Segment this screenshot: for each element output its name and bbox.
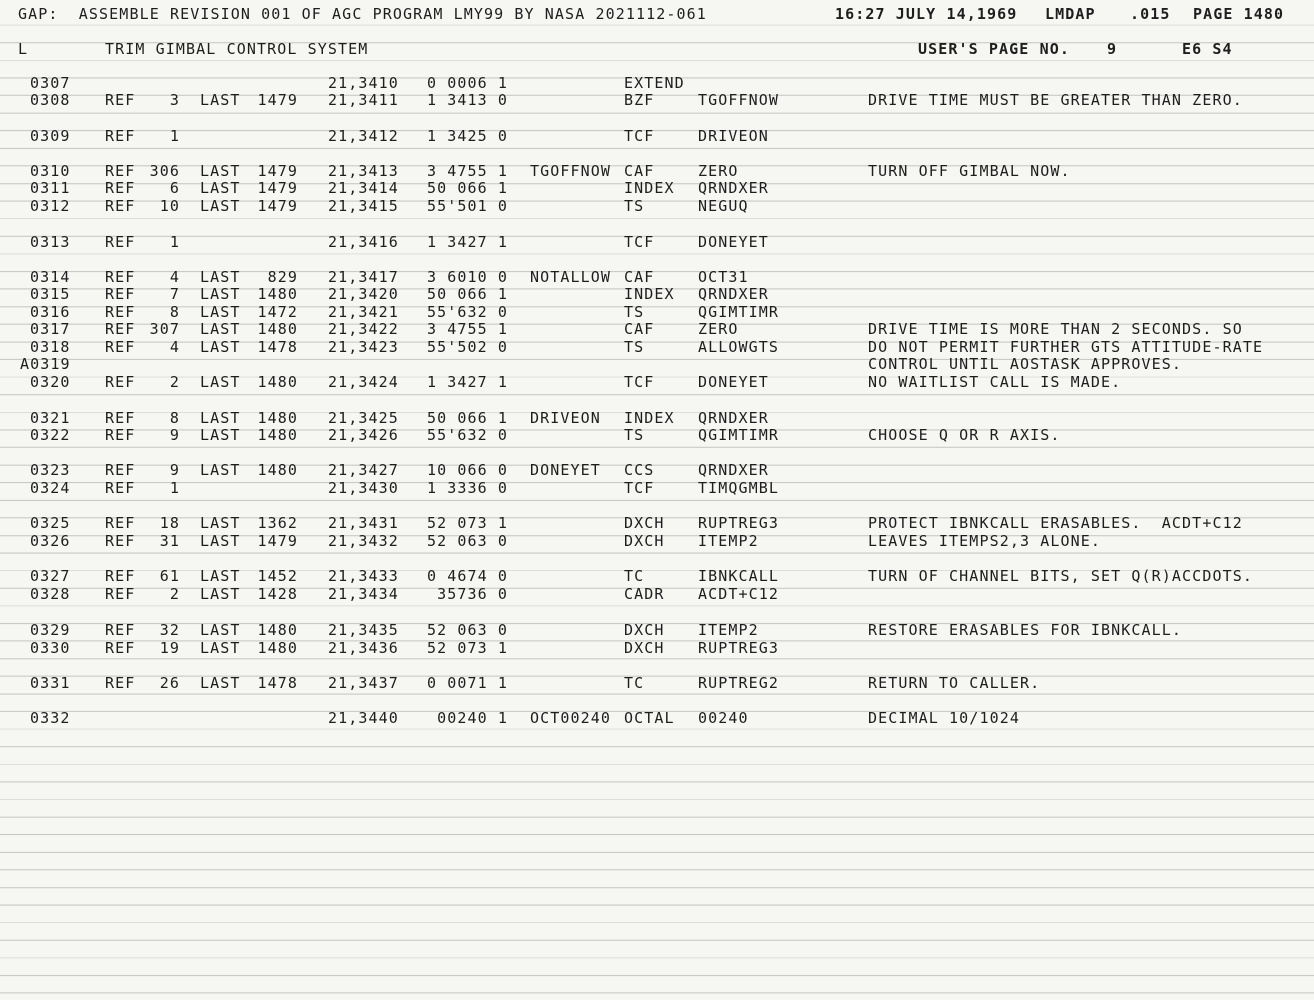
ref-count: 9 xyxy=(169,461,180,479)
octal-word: 0 0006 1 xyxy=(426,74,508,92)
ref-keyword: REF xyxy=(105,233,136,251)
last-page: 1480 xyxy=(257,409,298,427)
address: 21,3425 xyxy=(328,409,399,427)
last-keyword: LAST xyxy=(200,91,241,109)
ref-keyword: REF xyxy=(105,621,136,639)
address: 21,3436 xyxy=(328,639,399,657)
comment: NO WAITLIST CALL IS MADE. xyxy=(868,373,1122,391)
line-number: 0307 xyxy=(30,74,71,92)
operand: NEGUQ xyxy=(698,197,749,215)
opcode: EXTEND xyxy=(624,74,685,92)
operand: QGIMTIMR xyxy=(698,303,780,321)
operand: OCT31 xyxy=(698,268,749,286)
opcode: TS xyxy=(624,303,645,321)
operand: IBNKCALL xyxy=(698,567,780,585)
users-page-label: USER'S PAGE NO. xyxy=(918,40,1070,58)
octal-word: 55'632 0 xyxy=(426,426,508,444)
label: OCT00240 xyxy=(530,709,612,727)
ref-keyword: REF xyxy=(105,179,136,197)
last-keyword: LAST xyxy=(200,373,241,391)
ref-count: 19 xyxy=(159,639,180,657)
address: 21,3412 xyxy=(328,127,399,145)
address: 21,3420 xyxy=(328,285,399,303)
last-keyword: LAST xyxy=(200,639,241,657)
ref-keyword: REF xyxy=(105,479,136,497)
line-number: 0312 xyxy=(30,197,71,215)
last-page: 1480 xyxy=(257,461,298,479)
octal-word: 0 0071 1 xyxy=(426,674,508,692)
ref-keyword: REF xyxy=(105,674,136,692)
opcode: CAF xyxy=(624,268,655,286)
comment: PROTECT IBNKCALL ERASABLES. ACDT+C12 xyxy=(868,514,1243,532)
ref-count: 26 xyxy=(159,674,180,692)
opcode: TS xyxy=(624,338,645,356)
ref-count: 1 xyxy=(169,127,180,145)
line-number: 0330 xyxy=(30,639,71,657)
line-number: 0329 xyxy=(30,621,71,639)
line-number: 0315 xyxy=(30,285,71,303)
line-number: 0325 xyxy=(30,514,71,532)
operand: QGIMTIMR xyxy=(698,426,780,444)
ref-keyword: REF xyxy=(105,409,136,427)
label: TGOFFNOW xyxy=(530,162,612,180)
octal-word: 0 4674 0 xyxy=(426,567,508,585)
ref-keyword: REF xyxy=(105,197,136,215)
last-page: 1480 xyxy=(257,285,298,303)
ref-count: 18 xyxy=(159,514,180,532)
line-number: A0319 xyxy=(20,355,71,373)
address: 21,3411 xyxy=(328,91,399,109)
comment: LEAVES ITEMPS2,3 ALONE. xyxy=(868,532,1102,550)
comment: TURN OFF GIMBAL NOW. xyxy=(868,162,1071,180)
ref-count: 8 xyxy=(169,303,180,321)
line-number: 0331 xyxy=(30,674,71,692)
opcode: INDEX xyxy=(624,179,675,197)
line-number: 0332 xyxy=(30,709,71,727)
ref-keyword: REF xyxy=(105,162,136,180)
comment: RETURN TO CALLER. xyxy=(868,674,1041,692)
ref-keyword: REF xyxy=(105,338,136,356)
operand: ZERO xyxy=(698,162,739,180)
address: 21,3435 xyxy=(328,621,399,639)
last-keyword: LAST xyxy=(200,585,241,603)
address: 21,3417 xyxy=(328,268,399,286)
line-number: 0317 xyxy=(30,320,71,338)
ref-keyword: REF xyxy=(105,91,136,109)
line-number: 0324 xyxy=(30,479,71,497)
comment: DRIVE TIME MUST BE GREATER THAN ZERO. xyxy=(868,91,1243,109)
address: 21,3433 xyxy=(328,567,399,585)
address: 21,3424 xyxy=(328,373,399,391)
last-keyword: LAST xyxy=(200,320,241,338)
last-page: 1478 xyxy=(257,338,298,356)
last-keyword: LAST xyxy=(200,197,241,215)
octal-word: 52 073 1 xyxy=(426,639,508,657)
last-keyword: LAST xyxy=(200,303,241,321)
octal-word: 52 063 0 xyxy=(426,621,508,639)
opcode: BZF xyxy=(624,91,655,109)
line-number: 0308 xyxy=(30,91,71,109)
octal-word: 50 066 1 xyxy=(426,179,508,197)
opcode: CAF xyxy=(624,320,655,338)
line-number: 0322 xyxy=(30,426,71,444)
section-tag: E6 S4 xyxy=(1182,40,1233,58)
line-number: 0328 xyxy=(30,585,71,603)
line-number: 0323 xyxy=(30,461,71,479)
opcode: DXCH xyxy=(624,639,665,657)
last-page: 1480 xyxy=(257,639,298,657)
last-page: 1472 xyxy=(257,303,298,321)
ref-keyword: REF xyxy=(105,532,136,550)
line-number: 0313 xyxy=(30,233,71,251)
opcode: INDEX xyxy=(624,285,675,303)
octal-word: 50 066 1 xyxy=(426,409,508,427)
opcode: OCTAL xyxy=(624,709,675,727)
operand: 00240 xyxy=(698,709,749,727)
last-keyword: LAST xyxy=(200,426,241,444)
operand: QRNDXER xyxy=(698,179,769,197)
address: 21,3427 xyxy=(328,461,399,479)
opcode: DXCH xyxy=(624,514,665,532)
ref-count: 306 xyxy=(149,162,180,180)
ref-count: 7 xyxy=(169,285,180,303)
ref-count: 31 xyxy=(159,532,180,550)
header-time-date: 16:27 JULY 14,1969 xyxy=(835,5,1018,23)
last-page: 829 xyxy=(267,268,298,286)
operand: RUPTREG3 xyxy=(698,514,780,532)
opcode: TC xyxy=(624,567,645,585)
last-page: 1362 xyxy=(257,514,298,532)
last-keyword: LAST xyxy=(200,179,241,197)
ref-count: 4 xyxy=(169,268,180,286)
operand: ACDT+C12 xyxy=(698,585,780,603)
line-number: 0327 xyxy=(30,567,71,585)
ref-count: 2 xyxy=(169,585,180,603)
last-keyword: LAST xyxy=(200,674,241,692)
octal-word: 10 066 0 xyxy=(426,461,508,479)
last-page: 1428 xyxy=(257,585,298,603)
opcode: TCF xyxy=(624,233,655,251)
octal-word: 55'501 0 xyxy=(426,197,508,215)
last-keyword: LAST xyxy=(200,567,241,585)
last-page: 1479 xyxy=(257,179,298,197)
ref-count: 2 xyxy=(169,373,180,391)
address: 21,3422 xyxy=(328,320,399,338)
line-number: 0320 xyxy=(30,373,71,391)
ref-keyword: REF xyxy=(105,639,136,657)
operand: ZERO xyxy=(698,320,739,338)
comment: DECIMAL 10/1024 xyxy=(868,709,1020,727)
ref-keyword: REF xyxy=(105,373,136,391)
operand: RUPTREG2 xyxy=(698,674,780,692)
address: 21,3423 xyxy=(328,338,399,356)
opcode: CCS xyxy=(624,461,655,479)
line-number: 0318 xyxy=(30,338,71,356)
line-number: 0309 xyxy=(30,127,71,145)
opcode: INDEX xyxy=(624,409,675,427)
last-page: 1452 xyxy=(257,567,298,585)
octal-word: 1 3413 0 xyxy=(426,91,508,109)
ref-count: 8 xyxy=(169,409,180,427)
opcode: TC xyxy=(624,674,645,692)
header-left: GAP: ASSEMBLE REVISION 001 OF AGC PROGRAM LMY99 BY NASA 2021112-061 xyxy=(18,5,707,23)
label: DRIVEON xyxy=(530,409,601,427)
header-program: LMDAP xyxy=(1045,5,1096,23)
octal-word: 52 073 1 xyxy=(426,514,508,532)
opcode: CADR xyxy=(624,585,665,603)
ref-count: 6 xyxy=(169,179,180,197)
comment: RESTORE ERASABLES FOR IBNKCALL. xyxy=(868,621,1183,639)
operand: TGOFFNOW xyxy=(698,91,780,109)
ref-count: 10 xyxy=(159,197,180,215)
operand: RUPTREG3 xyxy=(698,639,780,657)
address: 21,3434 xyxy=(328,585,399,603)
ref-count: 3 xyxy=(169,91,180,109)
octal-word: 3 6010 0 xyxy=(426,268,508,286)
address: 21,3440 xyxy=(328,709,399,727)
last-page: 1479 xyxy=(257,91,298,109)
ref-keyword: REF xyxy=(105,426,136,444)
last-page: 1480 xyxy=(257,320,298,338)
octal-word: 55'632 0 xyxy=(426,303,508,321)
operand: QRNDXER xyxy=(698,461,769,479)
header-code: .015 xyxy=(1130,5,1171,23)
ref-count: 307 xyxy=(149,320,180,338)
comment: CHOOSE Q OR R AXIS. xyxy=(868,426,1061,444)
operand: ALLOWGTS xyxy=(698,338,780,356)
opcode: TCF xyxy=(624,127,655,145)
ref-count: 1 xyxy=(169,479,180,497)
ref-count: 61 xyxy=(159,567,180,585)
ref-keyword: REF xyxy=(105,268,136,286)
last-page: 1480 xyxy=(257,621,298,639)
last-page: 1479 xyxy=(257,197,298,215)
octal-word: 3 4755 1 xyxy=(426,320,508,338)
label: DONEYET xyxy=(530,461,601,479)
last-keyword: LAST xyxy=(200,409,241,427)
last-keyword: LAST xyxy=(200,162,241,180)
ref-keyword: REF xyxy=(105,585,136,603)
comment: DRIVE TIME IS MORE THAN 2 SECONDS. SO xyxy=(868,320,1243,338)
operand: TIMQGMBL xyxy=(698,479,780,497)
address: 21,3430 xyxy=(328,479,399,497)
address: 21,3431 xyxy=(328,514,399,532)
subheader-flag: L xyxy=(18,40,29,58)
line-number: 0321 xyxy=(30,409,71,427)
comment: DO NOT PERMIT FURTHER GTS ATTITUDE-RATE xyxy=(868,338,1264,356)
octal-word: 52 063 0 xyxy=(426,532,508,550)
line-number: 0311 xyxy=(30,179,71,197)
operand: ITEMP2 xyxy=(698,621,759,639)
opcode: CAF xyxy=(624,162,655,180)
address: 21,3437 xyxy=(328,674,399,692)
octal-word: 55'502 0 xyxy=(426,338,508,356)
operand: DONEYET xyxy=(698,373,769,391)
last-keyword: LAST xyxy=(200,285,241,303)
address: 21,3410 xyxy=(328,74,399,92)
line-number: 0316 xyxy=(30,303,71,321)
last-keyword: LAST xyxy=(200,621,241,639)
line-number: 0314 xyxy=(30,268,71,286)
last-keyword: LAST xyxy=(200,338,241,356)
octal-word: 1 3336 0 xyxy=(426,479,508,497)
last-keyword: LAST xyxy=(200,268,241,286)
address: 21,3426 xyxy=(328,426,399,444)
octal-word: 3 4755 1 xyxy=(426,162,508,180)
ref-count: 32 xyxy=(159,621,180,639)
opcode: DXCH xyxy=(624,532,665,550)
operand: QRNDXER xyxy=(698,409,769,427)
last-keyword: LAST xyxy=(200,532,241,550)
opcode: TCF xyxy=(624,373,655,391)
header-page: PAGE 1480 xyxy=(1193,5,1285,23)
opcode: DXCH xyxy=(624,621,665,639)
line-number: 0326 xyxy=(30,532,71,550)
ref-keyword: REF xyxy=(105,127,136,145)
comment: TURN OF CHANNEL BITS, SET Q(R)ACCDOTS. xyxy=(868,567,1253,585)
octal-word: 35736 0 xyxy=(437,585,508,603)
last-keyword: LAST xyxy=(200,461,241,479)
ref-keyword: REF xyxy=(105,303,136,321)
users-page-number: 9 xyxy=(1107,40,1118,58)
ref-keyword: REF xyxy=(105,461,136,479)
last-page: 1480 xyxy=(257,426,298,444)
opcode: TS xyxy=(624,426,645,444)
last-keyword: LAST xyxy=(200,514,241,532)
operand: QRNDXER xyxy=(698,285,769,303)
address: 21,3415 xyxy=(328,197,399,215)
opcode: TS xyxy=(624,197,645,215)
octal-word: 1 3425 0 xyxy=(426,127,508,145)
ref-keyword: REF xyxy=(105,320,136,338)
octal-word: 50 066 1 xyxy=(426,285,508,303)
ref-keyword: REF xyxy=(105,285,136,303)
last-page: 1480 xyxy=(257,373,298,391)
ref-count: 9 xyxy=(169,426,180,444)
octal-word: 00240 1 xyxy=(437,709,508,727)
last-page: 1478 xyxy=(257,674,298,692)
ref-count: 4 xyxy=(169,338,180,356)
label: NOTALLOW xyxy=(530,268,612,286)
operand: DRIVEON xyxy=(698,127,769,145)
ref-count: 1 xyxy=(169,233,180,251)
ref-keyword: REF xyxy=(105,514,136,532)
last-page: 1479 xyxy=(257,532,298,550)
address: 21,3416 xyxy=(328,233,399,251)
operand: ITEMP2 xyxy=(698,532,759,550)
line-number: 0310 xyxy=(30,162,71,180)
ref-keyword: REF xyxy=(105,567,136,585)
operand: DONEYET xyxy=(698,233,769,251)
address: 21,3432 xyxy=(328,532,399,550)
comment: CONTROL UNTIL AOSTASK APPROVES. xyxy=(868,355,1183,373)
last-page: 1479 xyxy=(257,162,298,180)
octal-word: 1 3427 1 xyxy=(426,373,508,391)
address: 21,3421 xyxy=(328,303,399,321)
opcode: TCF xyxy=(624,479,655,497)
section-title: TRIM GIMBAL CONTROL SYSTEM xyxy=(105,40,369,58)
octal-word: 1 3427 1 xyxy=(426,233,508,251)
address: 21,3413 xyxy=(328,162,399,180)
address: 21,3414 xyxy=(328,179,399,197)
